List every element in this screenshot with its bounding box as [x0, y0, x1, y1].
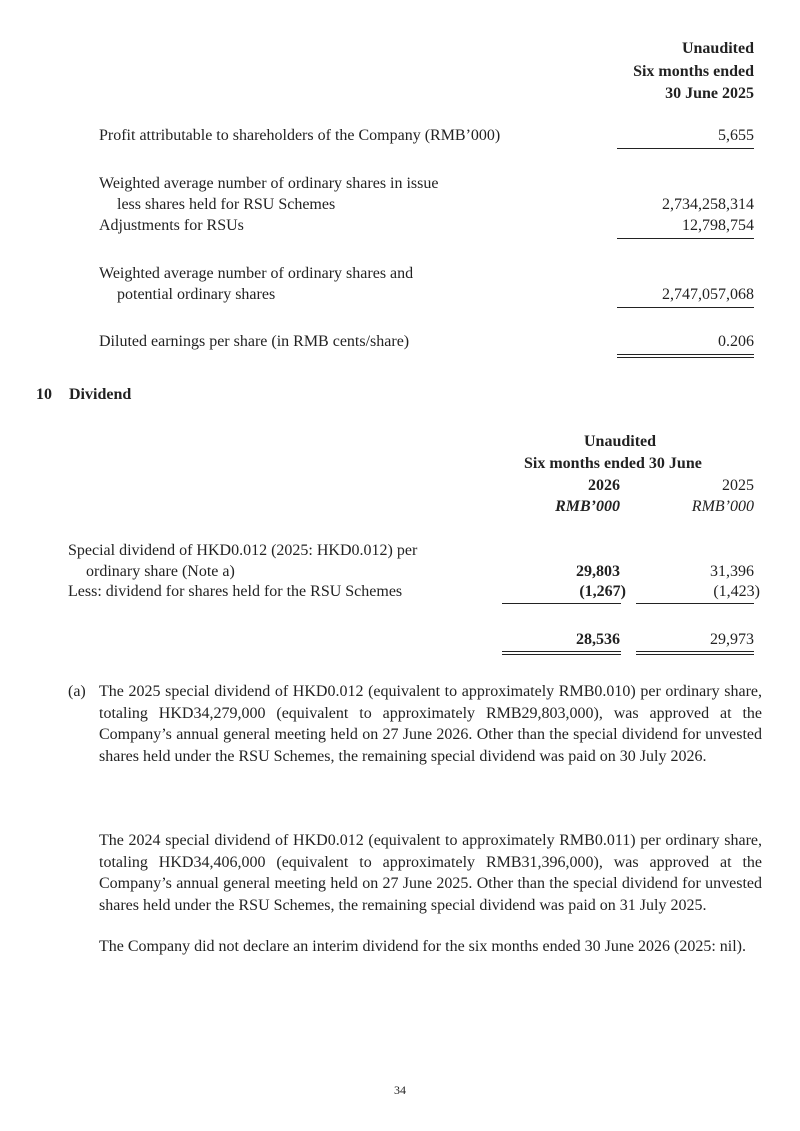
dividend-row-label: Less: dividend for shares held for the RSU Schemes	[68, 583, 403, 600]
dividend-header-year-prior: 2025	[722, 477, 754, 494]
eps-row-value: 0.206	[718, 333, 754, 350]
divider	[636, 603, 754, 604]
note-paragraph: The 2024 special dividend of HKD0.012 (equivalent to approximately RMB0.011) per ordinary share, totaling HKD34,406,000 (equivalent to approximately RMB31,396,000), was approved at the Company’s annual general meeting held on 27 June 2025. Other than the special dividend for unvested shares held under the RSU Schemes, the remaining special dividend was paid on 31 July 2025.	[99, 832, 762, 914]
eps-header-unaudited: Unaudited	[681, 40, 754, 57]
eps-row-label: Adjustments for RSUs	[99, 217, 244, 234]
eps-row-label-cont: less shares held for RSU Schemes	[117, 196, 336, 213]
double-divider	[502, 651, 621, 655]
dividend-header-unit-current: RMB’000	[555, 498, 620, 515]
dividend-total-current: 28,536	[576, 631, 620, 648]
eps-row-label: Weighted average number of ordinary shares and	[99, 265, 414, 282]
section-number: 10	[36, 386, 52, 403]
eps-row-label: Weighted average number of ordinary shares in issue	[99, 175, 439, 192]
eps-header-date: 30 June 2025	[665, 85, 754, 102]
dividend-row-current: (1,267)	[579, 583, 626, 600]
dividend-header-unaudited: Unaudited	[584, 433, 657, 450]
dividend-row-prior: (1,423)	[713, 583, 760, 600]
note-marker: (a)	[68, 683, 86, 700]
divider	[617, 238, 754, 239]
dividend-row-label: Special dividend of HKD0.012 (2025: HKD0.012) per	[68, 542, 418, 559]
note-paragraph: The Company did not declare an interim dividend for the six months ended 30 June 2026 (2025: nil).	[99, 938, 746, 955]
eps-row-label-cont: potential ordinary shares	[117, 286, 276, 303]
eps-row-label: Diluted earnings per share (in RMB cents/share)	[99, 333, 410, 350]
eps-row-value: 2,747,057,068	[662, 286, 754, 303]
dividend-total-prior: 29,973	[710, 631, 754, 648]
dividend-header-period: Six months ended 30 June	[524, 455, 702, 472]
divider	[502, 603, 621, 604]
eps-row-label: Profit attributable to shareholders of the Company (RMB’000)	[99, 127, 501, 144]
page-number: 34	[394, 1083, 406, 1097]
section-title: Dividend	[69, 386, 132, 403]
double-divider	[617, 354, 754, 358]
dividend-header-year-current: 2026	[588, 477, 620, 494]
dividend-header-unit-prior: RMB’000	[691, 498, 754, 515]
dividend-row-prior: 31,396	[710, 563, 754, 580]
divider	[617, 148, 754, 149]
dividend-row-label-cont: ordinary share (Note a)	[86, 563, 235, 580]
eps-row-value: 5,655	[718, 127, 754, 144]
divider	[617, 307, 754, 308]
eps-row-value: 12,798,754	[682, 217, 754, 234]
double-divider	[636, 651, 754, 655]
eps-row-value: 2,734,258,314	[662, 196, 754, 213]
dividend-row-current: 29,803	[576, 563, 620, 580]
note-paragraph: The 2025 special dividend of HKD0.012 (equivalent to approximately RMB0.010) per ordinary share, totaling HKD34,279,000 (equivalent to approximately RMB29,803,000), was approved at the Company’s annual general meeting held on 27 June 2026. Other than the special dividend for unvested shares held under the RSU Schemes, the remaining special dividend was paid on 30 July 2026.	[99, 683, 762, 765]
eps-header-period: Six months ended	[633, 63, 754, 80]
